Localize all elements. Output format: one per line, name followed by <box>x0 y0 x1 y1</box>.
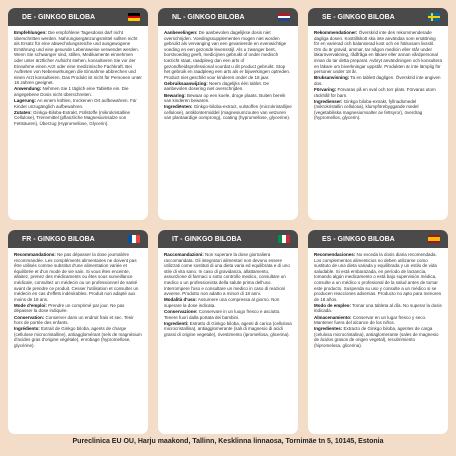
section-label: Recomendaciones: <box>314 252 356 257</box>
section-text: Assumere una compressa al giorno. Non superare la dose indicata. <box>164 297 280 308</box>
card-title: SE - GINKGO BILOBA <box>322 13 395 21</box>
card-body <box>8 248 148 353</box>
section-label: Ingrédients: <box>14 326 40 332</box>
section-label: Mode d'emploi: <box>14 302 47 308</box>
card-body <box>158 248 298 342</box>
netherlands-flag-icon <box>278 13 290 21</box>
card-es <box>308 230 448 434</box>
section-label: Raccomandazioni: <box>164 252 204 257</box>
section-text: Extrait de Ginkgo biloba, agents de charge (cellulose microcristalline), antiagglomérant (sels de magnésium d'acides gras d'origine végétale), enrobage (hypromellose, glycérine). <box>14 326 142 348</box>
card-se <box>308 8 448 220</box>
section-label: Conservation: <box>14 314 45 320</box>
card-header <box>8 8 148 26</box>
section-text: Bewaar op een koele, droge plaats. Buiten bereik van kinderen bewaren. <box>164 92 286 104</box>
section-text: Conservar en un lugar fresco y seco. Mantener fuera del alcance de los niños. <box>314 314 427 326</box>
section-text: Prendre un comprimé par jour. Ne pas dépasser la dose indiquée. <box>14 302 125 314</box>
section-text: Non superare la dose giornaliera raccomandata. Gli integratori alimentari non devono essere utilizzati come sostituti di una dieta varia ed equilibrata e di uno stile di vita sano. In caso di gravidanza, allattamento, assunzione di farmaci o sotto controllo medico, consultare un medico o un professionista della salute prima dell'uso. Interrompere l'uso e consultare un medico in caso di reazioni avverse. Prodotto non adatto a minori di 18 anni. <box>164 252 290 297</box>
card-title: IT - GINKGO BILOBA <box>172 235 242 243</box>
section-text: Ginkgo-biloba-extract, vulstoffen (microkristallijne cellulose), antiklontermiddel (magnesiumzouten van vetzuren van plantaardige oorsprong), coating (hypromellose, glycerine). <box>164 104 292 121</box>
section-label: Anwendung: <box>14 86 42 92</box>
section-label: Almacenamiento: <box>314 314 352 320</box>
card-header <box>8 230 148 248</box>
section-label: Ingredienser: <box>314 98 343 104</box>
section-label: Aanbevelingen: <box>164 30 198 35</box>
section-text: Ta en tablett dagligen. Överskrid inte angiven dos. <box>314 75 441 86</box>
germany-flag-icon <box>128 13 140 21</box>
section-text: Conserver dans un endroit frais et sec. Tenir hors de portée des enfants. <box>14 314 134 326</box>
section-text: No exceda la dosis diaria recomendada. Los complementos alimenticios no deben utilizarse como sustituto de una dieta variada y equilibrada y un estilo de vida saludable. Si está embarazada, en período de lactancia, tomando algún medicamento o está bajo supervisión médica, consulte a un médico o profesional de la salud antes de tomar este producto. Suspenda su uso y consulte a un médico si se producen reacciones adversas. Producto no apto para menores de 18 años. <box>314 252 442 302</box>
section-label: Modalità d'uso: <box>164 297 197 303</box>
section-text: Die empfohlene Tagesdosis darf nicht überschritten werden. Nahrungsergänzungsmittel sollten nicht als Ersatz für eine abwechslungsreiche und ausgewogene Ernährung und eine gesunde Lebensweise verwendet werden. Wenn Sie schwanger sind, stillen, Medikamente einnehmen oder unter ärztlicher Aufsicht stehen, konsultieren Sie vor der Einnahme einen Arzt oder eine medizinische Fachkraft. Bei Auftreten von Nebenwirkungen die Einnahme abbrechen und einen Arzt konsultieren. Das Produkt ist nicht für Personen unter 18 Jahren geeignet. <box>14 30 142 86</box>
section-text: Conservare in un luogo fresco e asciutto. Tenere fuori dalla portata dei bambini. <box>164 308 281 320</box>
section-label: Rekommendationer: <box>314 30 358 35</box>
card-title: ES - GINKGO BILOBA <box>322 235 395 243</box>
card-title: FR - GINKGO BILOBA <box>22 235 95 243</box>
section-text: Förvaras på en sval och torr plats. Förvaras utom räckhåll för barn. <box>314 86 436 98</box>
section-label: Conservazione: <box>164 308 198 314</box>
italy-flag-icon <box>278 235 290 243</box>
section-label: Recommandations: <box>14 252 56 257</box>
card-title: DE - GINKGO BILOBA <box>22 13 96 21</box>
card-nl <box>158 8 298 220</box>
manufacturer-address: Pureclinica EU OU, Harju maakond, Tallinn, Kesklinna linnaosa, Tornimäe tn 5, 10145, Estonia <box>72 438 384 445</box>
label-grid <box>8 8 448 434</box>
france-flag-icon <box>128 235 140 243</box>
section-text: Ginkgo biloba-extrakt, fyllnadsmedel (mikrokristallin cellulosa), klumpförebyggande medel (vegetabiliska magnesiumsalter av fettsyror), överdrag (hypromellos, glycerin). <box>314 98 423 121</box>
section-text: Ne pas dépasser la dose journalière recommandée. Les compléments alimentaires ne doivent pas être utilisés comme substitut d'une alimentation variée et équilibrée et d'un mode de vie sain. Si vous êtes enceinte, allaitez, prenez des médicaments ou êtes sous surveillance médicale, consultez un médecin ou un professionnel de santé avant de prendre ce produit. Cesser l'utilisation et consulter un médecin en cas d'effets indésirables. Produit non adapté aux moins de 18 ans. <box>14 252 139 302</box>
section-label: Modo de empleo: <box>314 302 351 308</box>
card-de <box>8 8 148 220</box>
section-text: An einem kühlen, trockenen Ort aufbewahren. Für Kinder unzugänglich aufbewahren. <box>14 98 137 109</box>
card-header <box>308 230 448 248</box>
section-label: Zutaten: <box>14 109 32 115</box>
card-body <box>8 26 148 131</box>
section-label: Ingredienti: <box>164 320 189 326</box>
section-label: Gebruiksaanwijzing: <box>164 80 208 86</box>
card-title: NL - GINKGO BILOBA <box>172 13 245 21</box>
section-text: Estratto di Ginkgo biloba, agenti di carica (cellulosa microcristallina), antiagglomerante (sali di magnesio di acidi grassi di origine vegetale), rivestimento (ipromellosa, glicerina). <box>164 320 292 337</box>
section-label: Ingrediënten: <box>164 104 193 110</box>
card-body <box>308 26 448 126</box>
card-header <box>158 230 298 248</box>
section-label: Empfehlungen: <box>14 30 47 35</box>
card-header <box>158 8 298 26</box>
section-text: Nehmen Sie 1 täglich eine Tablette ein. Die angegebene Dosis nicht überschreiten. <box>14 86 129 98</box>
section-label: Ingredientes: <box>314 326 343 332</box>
section-text: Tomar una tableta al día. No superar la dosis indicada. <box>314 302 442 314</box>
card-it <box>158 230 298 434</box>
card-header <box>308 8 448 26</box>
section-label: Bewaring: <box>164 92 186 98</box>
spain-flag-icon <box>428 235 440 243</box>
section-text: Ginkgo-Biloba-Extrakt, Füllstoffe (mikrokristalline Cellulose), Trennmittel (pflanzliche Magnesiumsalze von Fettsäuren), Überzug (Hypromellose, Glycerin). <box>14 109 130 126</box>
card-fr <box>8 230 148 434</box>
section-text: Neem dagelijks één tablet. De aanbevolen dosering niet overschrijden. <box>164 80 270 92</box>
card-body <box>308 248 448 353</box>
section-label: Bruksanvisning: <box>314 75 350 81</box>
section-text: Extracto de Ginkgo biloba, agentes de carga (celulosa microcristalina), antiaglomerante (sales de magnesio de ácidos grasos de origen vegetal), recubrimiento (hipromelosa, glicerina). <box>314 326 439 348</box>
card-body <box>158 26 298 126</box>
section-label: Lagerung: <box>14 98 36 104</box>
sweden-flag-icon <box>428 13 440 21</box>
section-label: Förvaring: <box>314 86 337 92</box>
section-text: Överskrid inte den rekommenderade dagliga dosen. Kosttillskott ska inte användas som ersättning för en varierad och balanserad kost och en hälsosam livsstil. Om du är gravid, ammar, tar någon medicin eller står under läkarövervakning, rådfråga en läkare eller annan vårdpersonal innan du tar detta preparat. Avbryt användningen och konsultera en läkare om biverkningar uppstår. Produkten är inte lämplig för personer under 18 år. <box>314 30 443 75</box>
section-text: De aanbevolen dagelijkse dosis niet overschrijden. Voedingssupplementen mogen niet worden gebruikt als vervanging van een gevarieerde en evenwichtige voeding en een gezonde levensstijl. Als u zwanger bent, borstvoeding geeft, medicijnen gebruikt of onder medisch toezicht staat, raadpleeg dan een arts of gezondheidsprofessional voordat u dit product gebruikt. Stop het gebruik en raadpleeg een arts als er bijwerkingen optreden. Product niet geschikt voor kinderen onder de 18 jaar. <box>164 30 291 80</box>
